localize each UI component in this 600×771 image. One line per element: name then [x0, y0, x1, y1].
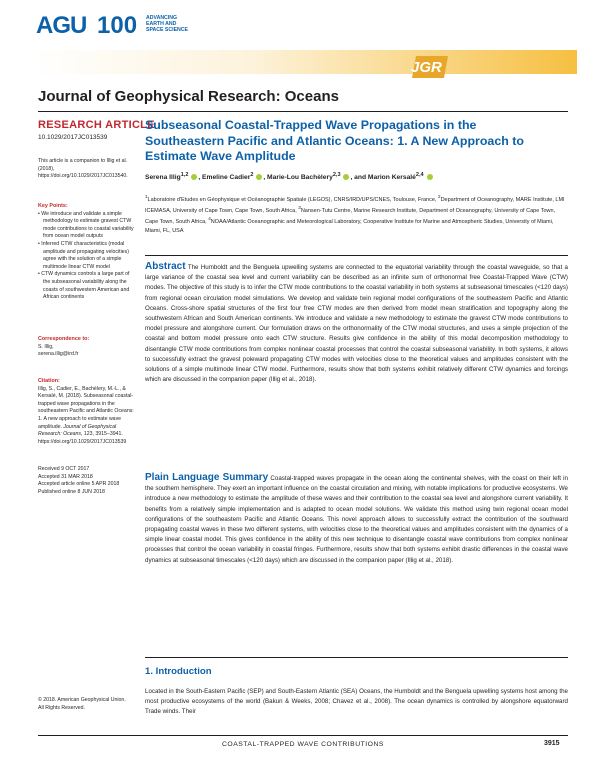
key-point-item: • We introduce and validate a simple methodology to estimate gravest CTW mode contributions to coastal variability from ocean model outputs	[38, 210, 134, 240]
date-published: Published online 8 JUN 2018	[38, 488, 105, 495]
citation-text: Illig, S., Cadier, E., Bachèlery, M.-L., & Kersalé, M. (2018). Subseasonal coastal-trapped wave propagations in the southeastern Pacific and Atlantic Oceans: 1. A new approach to estimate wave amplitude.	[38, 385, 134, 430]
date-accepted: Accepted 31 MAR 2018	[38, 473, 93, 480]
affiliation: Department of Oceanography, MARE Institute, LMI ICEMASA, University of Cape Town, Cape Town, South Africa,	[145, 196, 565, 215]
abstract-text: The Humboldt and the Benguela upwelling systems are connected to the equatorial variability through the coastal waveguide, so that a large variance of the coastal sea level and current variability can be described as an infinite sum of orthonormal free Coastal-Trapped Wave (CTW) modes. The objective of this study is to infer the CTW mode contributions to the coastal variability in both systems at subseasonal timescales (<120 days) from regional ocean circulation model simulations. We develop and validate twin regional model configurations of the southeastern Pacific and Atlantic Oceans. Cross-shore spatial structures of the first four free CTW modes are then derived from model mean stratification and topography along the southwestern African and South American continents. We introduce and validate a new methodology to estimate the gravest CTW mode contributions to model pressure and alongshore current. Our formulation draws on the orthonormality of the CTW modal structures, and uses a simple projection of the coastal and bottom model pressure onto each CTW structure. Results give confidence in the ability of this modal decomposition methodology to disentangle CTW mode contributions from complex nonlinear coastal processes that control the coastal subseasonal variability. In both systems, it allows to successfully extract the gravest poleward propagating CTW modes with velocities close to the theoretical values and amplitudes consistent with the solutions of a simple multimode linear CTW model. Furthermore, results show that both systems exhibit relatively different CTW dynamics and forcings which are discussed in the companion paper (Illig et al., 2018).	[145, 264, 568, 384]
affiliation: Nansen-Tutu Centre, Marine Research Institute, Department of Oceanography, University of Cape Town, Cape Town, South Africa,	[145, 208, 556, 226]
abstract-heading: Abstract	[145, 261, 186, 272]
citation-title: Citation:	[38, 378, 60, 384]
intro-text: Located in the South-Eastern Pacific (SEP) and South-Eastern Atlantic (SEA) Oceans, the Humboldt and the Benguela upwelling systems host among the most productive ecosystems of the world (Bakun & Weeks, 2008; Chavez et al., 2008). The ocean dynamics is controlled by alongshore equatorward Trade winds. Their	[145, 688, 568, 716]
pls-heading: Plain Language Summary	[145, 472, 269, 483]
article-title: Subseasonal Coastal-Trapped Wave Propagations in the Southeastern Pacific and Atlantic Oceans: 1. A New Approach to Estimate Wave Amplitude	[145, 118, 524, 163]
agu-logo-number: 100	[97, 12, 138, 39]
companion-note[interactable]: This article is a companion to Illig et al. (2018), https://doi.org/10.1029/2017JC013540.	[38, 158, 128, 180]
jgr-badge-label: JGR	[411, 59, 442, 76]
orcid-icon[interactable]	[191, 174, 197, 180]
running-title: COASTAL-TRAPPED WAVE CONTRIBUTIONS	[222, 741, 384, 748]
key-point-item: • Inferred CTW characteristics (modal amplitude and propagating velocities) agree with the solution of a simple multimode linear CTW model	[38, 240, 129, 270]
article-doi[interactable]: 10.1029/2017JC013539	[38, 134, 108, 141]
correspondence-title: Correspondence to:	[38, 336, 90, 342]
author-name: Emeline Cadier	[202, 174, 251, 182]
pls-text: Coastal-trapped waves propagate in the ocean along the continental shelves, with the coast on their left in the southern hemisphere. They exert an important influence on the coastal circulation and mixing, with notable implications for productive ecosystems. We introduce a new methodology to estimate the amplitude of these waves and their contribution to the coastal sea level and alongshore current variability. It benefits from a relatively simple implementation and is adapted to ocean model solutions. We validate this method using twin regional ocean model configurations of the southeastern Pacific and Atlantic Oceans. This novel approach allows to successfully extract the contribution of the southward propagating coastal waves in these two different systems, with velocities close to the theoretical values and amplitudes consistent with the dynamics of a simple linear coastal model. This gives confidence in the ability of this new technique to disentangle coastal wave contributions from complex nonlinear processes that control the ocean variability in coastal fringes. Furthermore, results show that both systems exhibit drastic differences in the coastal wave dynamics at subseasonal timescales (<120 days) which are discussed in the companion paper (Illig et al., 2018).	[145, 475, 568, 564]
correspondence-name: S. Illig,	[38, 343, 54, 350]
orcid-icon[interactable]	[427, 174, 433, 180]
orcid-icon[interactable]	[343, 174, 349, 180]
copyright: © 2018. American Geophysical Union. All Rights Reserved.	[38, 697, 126, 711]
key-point-item: • CTW dynamics controls a large part of the subseasonal variability along the coasts of southwestern American and African continents	[38, 271, 130, 301]
citation	[38, 378, 134, 446]
plain-language-summary	[145, 473, 568, 566]
date-received: Received 9 OCT 2017	[38, 466, 90, 472]
correspondence-email[interactable]: serena.illig@ird.fr	[38, 351, 79, 358]
author-name: Serena Illig	[145, 174, 181, 182]
affiliation: NOAA/Atlantic Oceanographic and Meteorological Laboratory, Cooperative Institute for Marine and Atmospheric Studies, University of Miami, Miami, FL, USA	[145, 219, 554, 234]
citation-pages[interactable]: 123, 3915–3941. https://doi.org/10.1029/2017JC013539	[38, 431, 127, 445]
author-name: Marie-Lou Bachèlery	[267, 174, 333, 182]
abstract-divider	[145, 255, 568, 256]
key-points-title: Key Points:	[38, 203, 68, 209]
agu-logo-text: AGU	[36, 12, 87, 39]
date-online: Accepted article online 5 APR 2018	[38, 481, 120, 488]
author-list: Serena Illig$^{1,2}$ , Emeline Cadier$^2$ , Marie-Lou Bachèlery$^{2,3}$ , and Marion Kersalé$^{2,4}$	[145, 172, 434, 181]
affiliation: Laboratoire d'Etudes en Géophysique et Océanographie Spatiale (LEGOS), CNRS/IRD/UPS/CNES, Toulouse, France,	[147, 196, 437, 203]
footer-divider	[38, 735, 568, 736]
affiliations: $^1$Laboratoire d'Etudes en Géophysique et Océanographie Spatiale (LEGOS), CNRS/IRD/UPS/CNES, Toulouse, France, $^2$Department of Oceanography, MARE Institute, LMI ICEMASA, University of Cape Town, Cape Town, South Africa, $^3$Nansen-Tutu Centre, Marine Research Institute, Department of Oceanography, University of Cape Town, Cape Town, South Africa, $^4$NOAA/Atlantic Oceanographic and Meteorological Laboratory, Cooperative Institute for Marine and Atmospheric Studies, University of Miami, Miami, FL, USA	[145, 194, 565, 234]
key-points	[38, 203, 134, 302]
journal-name: Journal of Geophysical Research: Oceans	[38, 88, 339, 105]
journal-banner	[32, 50, 577, 74]
header-divider	[38, 111, 568, 112]
correspondence	[38, 336, 134, 359]
author-name: Marion Kersalé	[367, 174, 416, 182]
citation-journal: Journal of Geophysical Research: Oceans,	[38, 423, 117, 438]
intro-heading: 1. Introduction	[145, 666, 212, 677]
intro-divider	[145, 657, 568, 658]
orcid-icon[interactable]	[256, 174, 262, 180]
agu-logo-tagline: ADVANCING EARTH AND SPACE SCIENCE	[146, 15, 188, 34]
page-number: 3915	[544, 740, 560, 747]
article-dates	[38, 466, 134, 496]
abstract	[145, 262, 568, 385]
section-label: RESEARCH ARTICLE	[38, 119, 155, 131]
